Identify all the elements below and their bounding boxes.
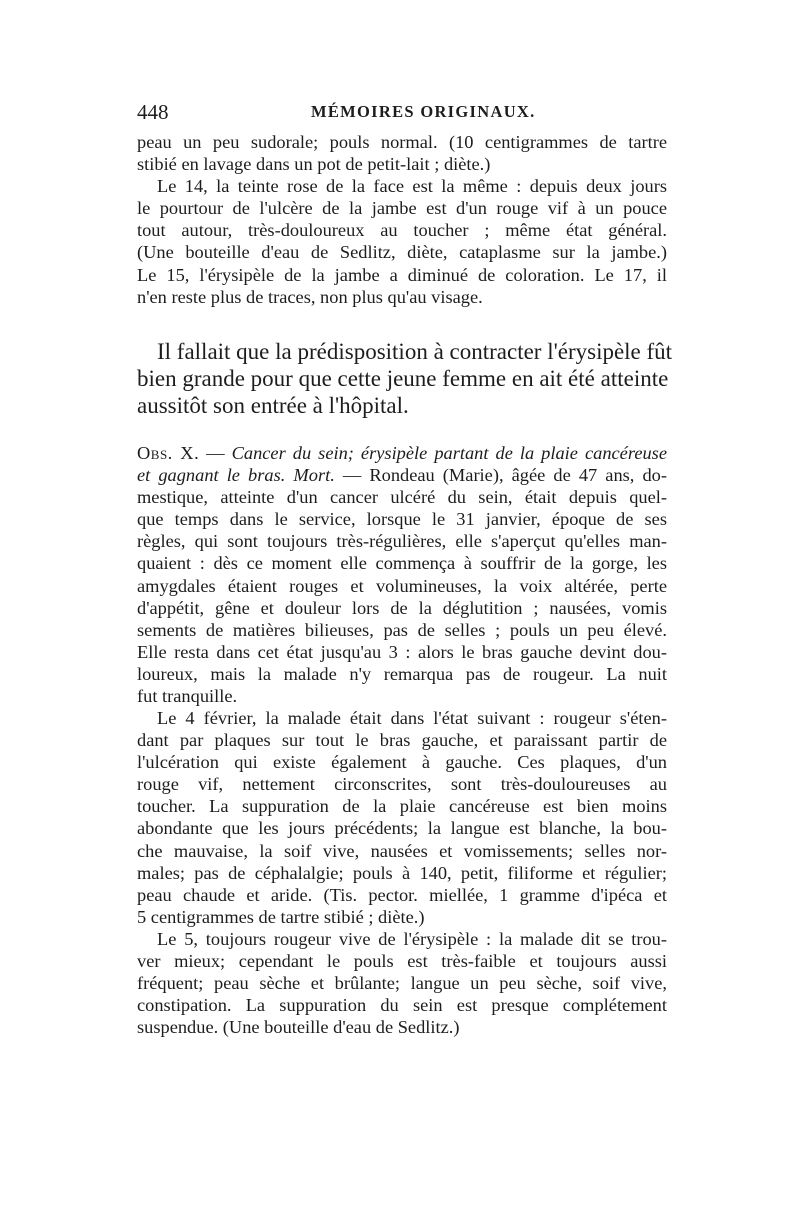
text-line [137, 464, 667, 486]
observation-paragraph [137, 442, 667, 707]
text-line: Le 14, la teinte rose de la face est la même : depuis deux jours [157, 176, 667, 197]
commentary-paragraph [137, 338, 673, 420]
text-line: Le 5, toujours rougeur vive de l'érysipèle : la malade dit se trou- [157, 929, 667, 949]
text-line: peau un peu sudorale; pouls normal. (10 centigrammes de tartre [137, 132, 667, 152]
observation-title-cont: et gagnant le bras. Mort. [137, 465, 335, 486]
text-line: toucher. La suppuration de la plaie cancéreuse est bien moins [137, 796, 667, 817]
running-title: MÉMOIRES ORIGINAUX. [311, 102, 536, 121]
text-line: Elle resta dans cet état jusqu'au 3 : alors le bras gauche devint dou- [137, 641, 667, 662]
text-line: stibié en lavage dans un pot de petit-lait ; diète.) [137, 154, 491, 175]
text-line: mestique, atteinte d'un cancer ulcéré du sein, était depuis quel- [137, 487, 667, 508]
text-line: que temps dans le service, lorsque le 31 janvier, époque de ses [137, 509, 667, 530]
observation-label: Obs. X. [137, 443, 200, 463]
observation-text: — Rondeau (Marie), âgée de 47 ans, do- [334, 465, 667, 486]
observation-title-line [137, 442, 667, 464]
text-line: tout autour, très-douloureux au toucher ; même état général. [137, 220, 667, 241]
text-line: Le 15, l'érysipèle de la jambe a diminué de coloration. Le 17, il [137, 264, 667, 285]
text-line: n'en reste plus de traces, non plus qu'au visage. [137, 286, 483, 307]
text-line: males; pas de céphalalgie; pouls à 140, petit, filiforme et régulier; [137, 862, 667, 883]
text-line: peau chaude et aride. (Tis. pector. miellée, 1 gramme d'ipéca et [137, 884, 667, 905]
text-line: 5 centigrammes de tartre stibié ; diète.) [137, 906, 425, 927]
paragraph-feb-5 [137, 928, 667, 1038]
text-line: le pourtour de l'ulcère de la jambe est d'un rouge vif à un pouce [137, 198, 667, 219]
text-line: d'appétit, gêne et douleur lors de la déglutition ; nausées, vomis [137, 597, 667, 618]
text-line: loureux, mais la malade n'y remarqua pas de rougeur. La nuit [137, 663, 667, 684]
text-line: dant par plaques sur tout le bras gauche, et paraissant partir de [137, 730, 667, 751]
text-line: fut tranquille. [137, 686, 238, 707]
text-line: aussitôt son entrée à l'hôpital. [137, 393, 409, 419]
text-line: (Une bouteille d'eau de Sedlitz, diète, cataplasme sur la jambe.) [137, 242, 667, 263]
text-line: quaient : dès ce moment elle commença à souffrir de la gorge, les [137, 553, 667, 574]
page-header [137, 98, 667, 126]
paragraph-feb-4 [137, 707, 667, 928]
text-line: règles, qui sont toujours très-régulières, elle s'aperçut qu'elles man- [137, 531, 667, 552]
text-line: amygdales étaient rouges et volumineuses, la voix altérée, perte [137, 575, 667, 596]
text-line: bien grande pour que cette jeune femme en ait été atteinte [137, 366, 669, 392]
text-line: suspendue. (Une bouteille d'eau de Sedlitz.) [137, 1017, 460, 1038]
paragraph-continuation [137, 131, 667, 308]
observation-title: Cancer du sein; érysipèle partant de la plaie cancéreuse [231, 443, 667, 463]
text-line: Il fallait que la prédisposition à contracter l'érysipèle fût [157, 339, 673, 364]
text-line: rouge vif, nettement circonscrites, sont très-douloureuses au [137, 774, 667, 795]
text-line: che mauvaise, la soif vive, nausées et vomissements; selles nor- [137, 840, 667, 861]
observation-dash: — [199, 443, 232, 463]
text-line: ver mieux; cependant le pouls est très-faible et toujours aussi [137, 951, 667, 972]
text-line: l'ulcération qui existe également à gauche. Ces plaques, d'un [137, 752, 667, 773]
text-line: fréquent; peau sèche et brûlante; langue un peu sèche, soif vive, [137, 973, 667, 994]
page-number: 448 [137, 100, 169, 124]
text-line: abondante que les jours précédents; la langue est blanche, la bou- [137, 818, 667, 839]
text-line: constipation. La suppuration du sein est presque complétement [137, 995, 667, 1016]
text-line: sements de matières bilieuses, pas de selles ; pouls un peu élevé. [137, 619, 667, 640]
text-line: Le 4 février, la malade était dans l'état suivant : rougeur s'éten- [157, 708, 667, 728]
